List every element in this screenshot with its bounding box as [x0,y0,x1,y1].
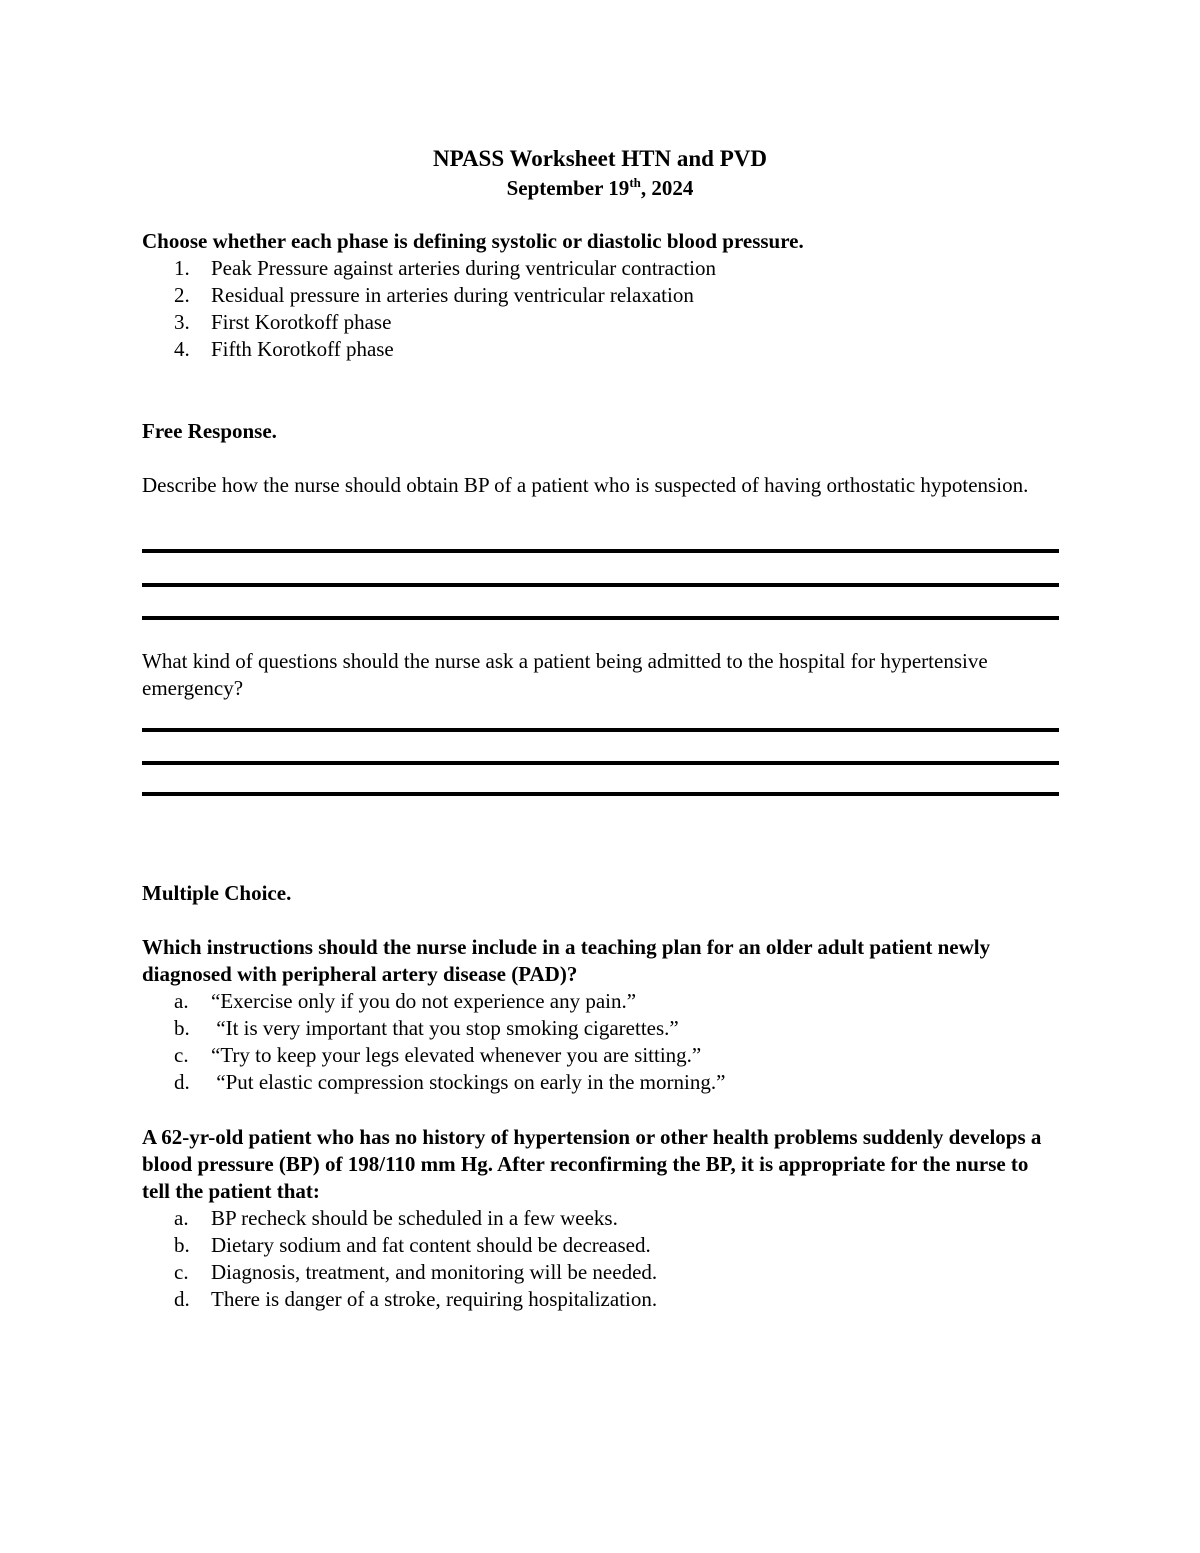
answer-option[interactable] [142,1259,1057,1286]
list-item-text: Fifth Korotkoff phase [211,337,394,361]
free-response-heading: Free Response. [142,419,277,443]
list-item [142,255,1062,282]
section1-prompt: Choose whether each phase is defining systolic or diastolic blood pressure. [142,229,804,253]
free-response-question-2: What kind of questions should the nurse ask a patient being admitted to the hospital for hypertensive emergency? [142,649,988,700]
date-superscript: th [629,175,641,190]
list-marker: 1. [174,256,190,280]
page-date [0,174,1200,202]
option-marker: a. [174,1206,189,1230]
answer-line[interactable] [142,792,1059,796]
answer-line[interactable] [142,728,1059,732]
option-text: “Exercise only if you do not experience any pain.” [211,989,637,1013]
option-text: Diagnosis, treatment, and monitoring will be needed. [211,1260,658,1284]
option-text: “Try to keep your legs elevated whenever you are sitting.” [211,1043,702,1067]
answer-option[interactable] [142,1015,1042,1042]
list-item-text: Residual pressure in arteries during ventricular relaxation [211,283,694,307]
option-marker: a. [174,989,189,1013]
list-item [142,309,1062,336]
option-marker: d. [174,1287,190,1311]
answer-option[interactable] [142,1205,1057,1232]
phase-list [142,255,1062,363]
list-item [142,336,1062,363]
list-marker: 4. [174,337,190,361]
list-item-text: First Korotkoff phase [211,310,392,334]
option-text: Dietary sodium and fat content should be decreased. [211,1233,651,1257]
option-marker: d. [174,1070,190,1094]
answer-line[interactable] [142,549,1059,553]
mc-question-2-stem: A 62-yr-old patient who has no history of hypertension or other health problems suddenly develops a blood pressure (BP) of 198/110 mm Hg. After reconfirming the BP, it is appropriate for the nurse to tell the patient that: [142,1125,1042,1203]
mc-question-1 [142,934,1042,1096]
date-suffix: , 2024 [640,176,694,200]
option-marker: b. [174,1233,190,1257]
list-item-text: Peak Pressure against arteries during ventricular contraction [211,256,716,280]
option-marker: b. [174,1016,190,1040]
option-text: “It is very important that you stop smoking cigarettes.” [211,1016,679,1040]
mc-question-2 [142,1124,1057,1313]
list-marker: 3. [174,310,190,334]
mc-question-1-options [142,988,1042,1096]
answer-line[interactable] [142,761,1059,765]
answer-option[interactable] [142,1069,1042,1096]
option-text: There is danger of a stroke, requiring hospitalization. [211,1287,658,1311]
answer-option[interactable] [142,1232,1057,1259]
option-text: “Put elastic compression stockings on early in the morning.” [211,1070,726,1094]
answer-option[interactable] [142,988,1042,1015]
list-item [142,282,1062,309]
free-response-question-1: Describe how the nurse should obtain BP of a patient who is suspected of having orthostatic hypotension. [142,473,1029,497]
mc-question-1-stem: Which instructions should the nurse include in a teaching plan for an older adult patient newly diagnosed with peripheral artery disease (PAD)? [142,935,991,986]
option-text: BP recheck should be scheduled in a few weeks. [211,1206,618,1230]
multiple-choice-heading: Multiple Choice. [142,881,292,905]
answer-option[interactable] [142,1042,1042,1069]
date-prefix: September 19 [506,176,630,200]
option-marker: c. [174,1043,189,1067]
section-systolic-diastolic [142,228,1062,363]
page-title: NPASS Worksheet HTN and PVD [433,146,767,171]
option-marker: c. [174,1260,189,1284]
list-marker: 2. [174,283,190,307]
answer-option[interactable] [142,1286,1057,1313]
mc-question-2-options [142,1205,1057,1313]
answer-line[interactable] [142,583,1059,587]
answer-line[interactable] [142,616,1059,620]
